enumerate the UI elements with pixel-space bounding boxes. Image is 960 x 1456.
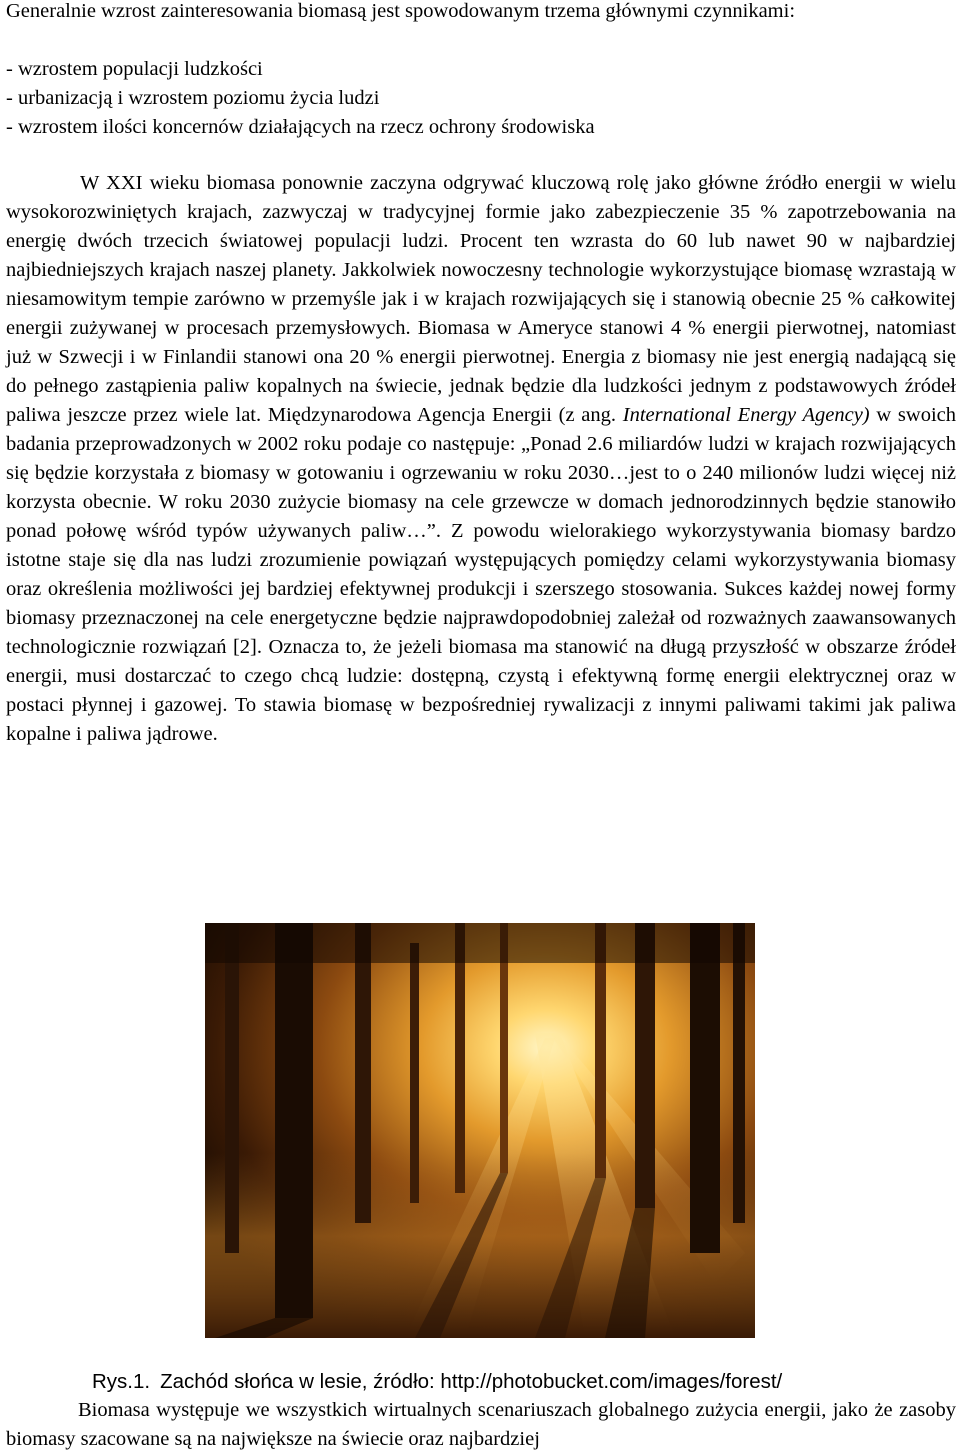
main-text-part2: w swoich badania przeprowadzonych w 2002 roku podaje co następuje: „Ponad 2.6 miliardów ludzi w krajach rozwijających się będzie korzystała z biomasy w gotowaniu i ogrzewaniu w roku 2030…jest to o 240 milionów ludzi więcej niż korzysta obecnie. W roku 2030 zużycie biomasy na cele grzewcze w domach jednorodzinnych będzie stanowiło ponad połowę wśród typów używanych paliw…”. Z powodu wielorakiego wykorzystywania biomasy bardzo istotne staje się dla nas ludzi zrozumienie powiązań występujących pomiędzy celami wykorzystywania biomasy oraz określenia możliwości jej bardziej efektywnej produkcji i szerszego stosowania. Sukces każdej nowej formy biomasy przeznaczonej na cele energetyczne będzie najprawdopodobniej zależał od rozważnych zaawansowanych technologicznie rozwiązań [2]. Oznacza to, że jeżeli biomasa ma stanowić na długą przyszłość w obszarze źródeł energii, musi dostarczać to czego chcą ludzie: dostępną, czystą i efektywną formę energii elektrycznej oraz w postaci płynnej i gazowej. To stawia biomasę w bezpośredniej rywalizacji z innymi paliwami takimi jak paliwa kopalne i paliwa jądrowe. (6, 404, 956, 745)
factor-item: - urbanizacją i wzrostem poziomu życia ludzi (6, 87, 380, 109)
figure-caption-text: Zachód słońca w lesie, źródło: http://photobucket.com/images/forest/ (160, 1370, 783, 1393)
main-paragraph (6, 169, 956, 749)
last-paragraph: Biomasa występuje we wszystkich wirtualnych scenariuszach globalnego zużycia energii, jako że zasoby biomasy szacowane są na największe na świecie oraz najbardziej (6, 1399, 956, 1450)
main-text-italic: International Energy Agency) (622, 404, 870, 426)
factor-item: - wzrostem populacji ludzkości (6, 58, 263, 80)
factors-list (6, 55, 956, 142)
factor-item: - wzrostem ilości koncernów działających na rzecz ochrony środowiska (6, 116, 595, 138)
intro-paragraph: Generalnie wzrost zainteresowania biomasą jest spowodowanym trzema głównymi czynnikami: (6, 0, 796, 22)
document-page (6, 0, 956, 749)
figure-caption (92, 1367, 782, 1396)
forest-sunset-photo (205, 923, 755, 1338)
figure-label: Rys.1. (92, 1370, 151, 1393)
main-text-part1: W XXI wieku biomasa ponownie zaczyna odgrywać kluczową rolę jako główne źródło energii w wielu wysokorozwiniętych krajach, zazwyczaj w tradycyjnej formie jako zabezpieczenie 35 % zapotrzebowania na energię dwóch trzecich światowej populacji ludzi. Procent ten wzrasta do 60 lub nawet 90 w najbardziej najbiedniejszych krajach naszej planety. Jakkolwiek nowoczesny technologie wykorzystujące biomasę wzrastają w niesamowitym tempie zarówno w przemyśle jak i w krajach rozwijających się i stanowią obecnie 25 % całkowitej energii zużywanej w procesach przemysłowych. Biomasa w Ameryce stanowi 4 % energii pierwotnej, natomiast już w Szwecji i w Finlandii stanowi ona 20 % energii pierwotnej. Energia z biomasy nie jest energią nadającą się do pełnego zastąpienia paliw kopalnych na świecie, jednak będzie dla ludzkości jednym z podstawowych źródeł paliwa jeszcze przez wiele lat. Międzynarodowa Agencja Energii (z ang. (6, 172, 956, 426)
